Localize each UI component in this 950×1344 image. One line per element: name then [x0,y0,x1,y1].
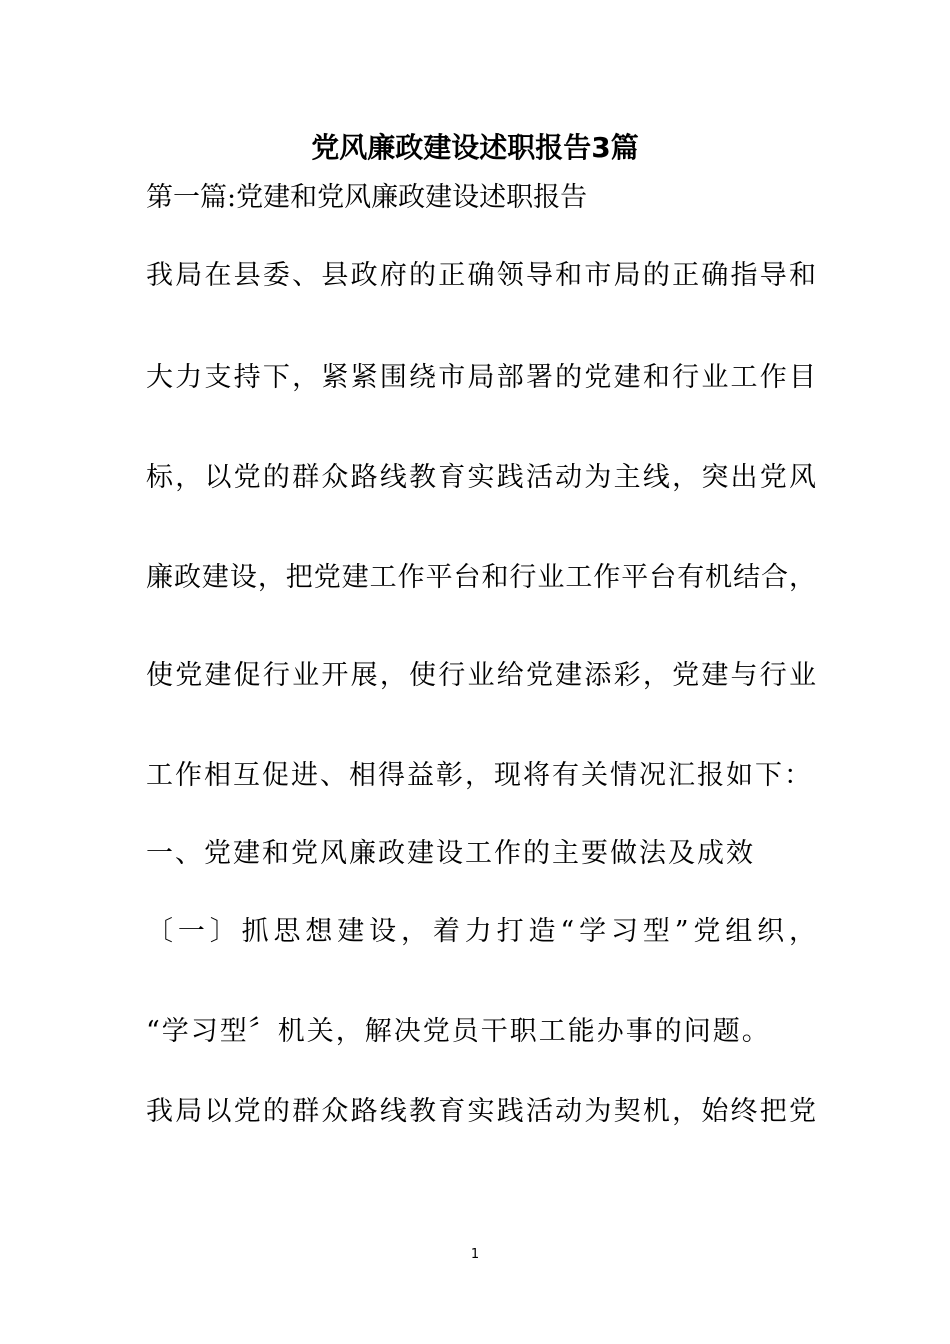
paragraph-line: 我局以党的群众路线教育实践活动为契机，始终把党 [146,1096,816,1127]
section-heading: 第一篇:党建和党风廉政建设述职报告 [146,182,588,213]
subheading-line: 一、党建和党风廉政建设工作的主要做法及成效 [146,838,755,869]
paragraph-line: 〔一〕抓思想建设，着力打造“学习型”党组织， [146,916,816,947]
paragraph-line: 使党建促行业开展，使行业给党建添彩，党建与行业 [146,660,816,691]
paragraph-line: 工作相互促进、相得益彰，现将有关情况汇报如下： [146,760,813,791]
document-title: 党风廉政建设述职报告3篇 [311,131,639,164]
page-number: 1 [470,1247,480,1262]
paragraph-line: 廉政建设，把党建工作平台和行业工作平台有机结合， [146,562,816,593]
paragraph-line: 大力支持下，紧紧围绕市局部署的党建和行业工作目 [146,362,816,393]
paragraph-line: “学习型〞机关，解决党员干职工能办事的问题。 [146,1016,771,1047]
paragraph-line: 我局在县委、县政府的正确领导和市局的正确指导和 [146,260,816,291]
paragraph-line: 标，以党的群众路线教育实践活动为主线，突出党风 [146,462,816,493]
